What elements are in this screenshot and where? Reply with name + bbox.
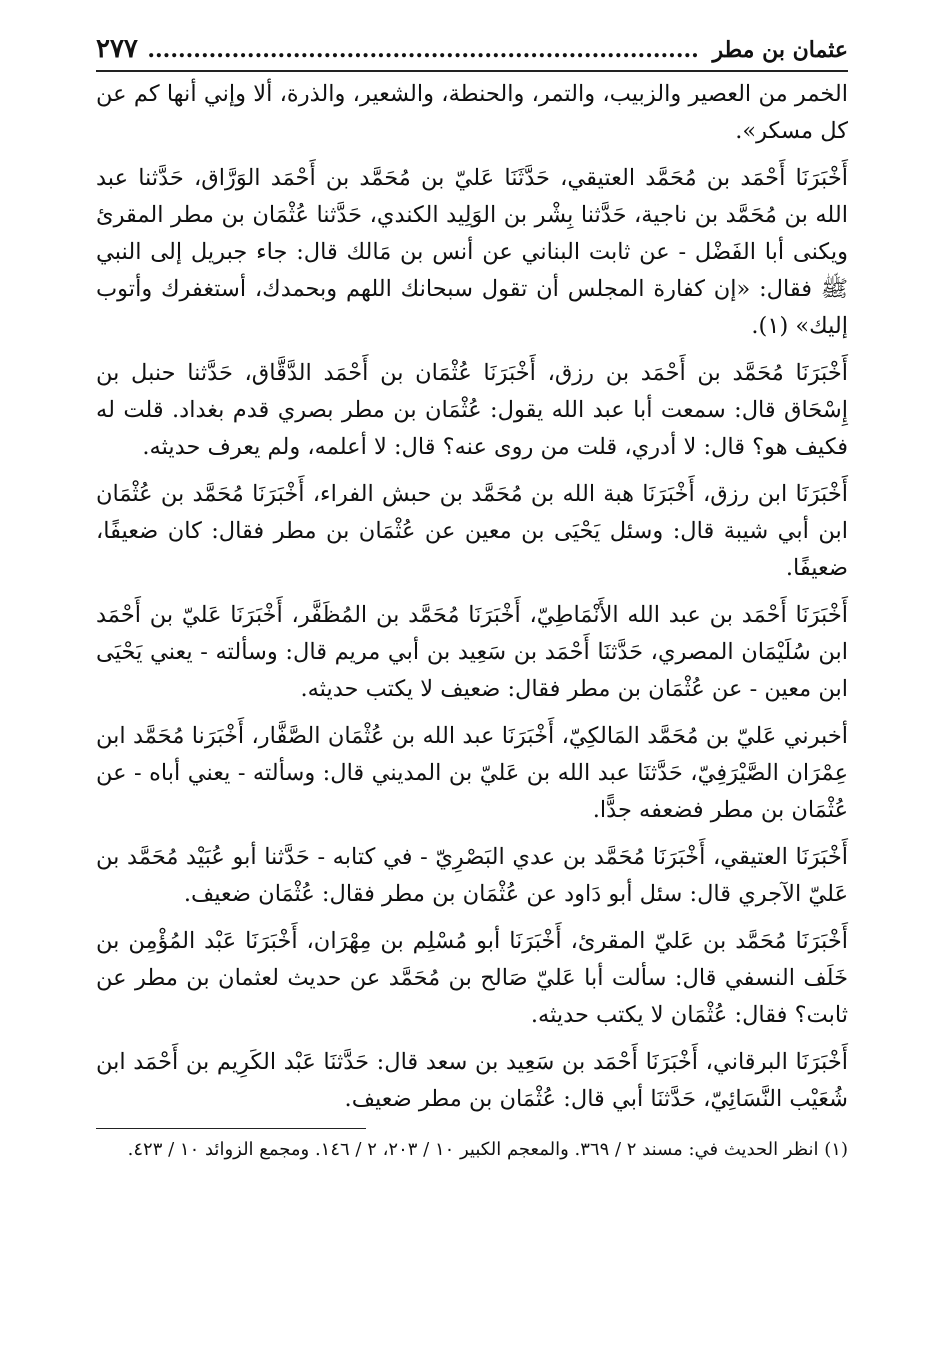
paragraph: أَخْبَرَنَا العتيقي، أَخْبَرَنَا مُحَمَّد بن عدي البَصْرِيّ - في كتابه - حَدَّثنا أبو عُبَيْد مُحَمَّد بن عَليّ الآجري قال: سئل أبو دَاود عن عُثْمَان بن مطر فقال: عُثْمَان ضعيف.	[96, 844, 848, 907]
chapter-title: عثمان بن مطر	[712, 37, 848, 63]
paragraph: أخبرني عَليّ بن مُحَمَّد المَالكِيّ، أَخْبَرَنَا عبد الله بن عُثْمَان الصَّفَّار، أَخْبَرَنا مُحَمَّد ابن عِمْرَان الصَّيْرَفِيّ، حَدَّثنَا عبد الله بن عَليّ بن المديني قال: وسألته - يعني أباه - عن عُثْمَان بن مطر فضعفه جدًّا.	[96, 723, 848, 823]
paragraph: أَخْبَرَنَا أَحْمَد بن عبد الله الأَنْمَاطِيّ، أَخْبَرَنَا مُحَمَّد بن المُظَفَّر، أَخْبَرَنَا عَليّ بن أَحْمَد ابن سُلَيْمَان المصري، حَدَّثنَا أَحْمَد بن سَعِيد بن أبي مريم قال: وسألته - يعني يَحْيَى ابن معين - عن عُثْمَان بن مطر فقال: ضعيف لا يكتب حديثه.	[96, 602, 848, 702]
paragraph: أَخْبَرَنَا ابن رزق، أَخْبَرَنَا هبة الله بن مُحَمَّد بن حبش الفراء، أَخْبَرَنَا مُحَمَّد بن عُثْمَان ابن أبي شيبة قال: وسئل يَحْيَى بن معين عن عُثْمَان بن مطر فقال: كان ضعيفًا، ضعيفًا.	[96, 481, 848, 581]
footnote: (١) انظر الحديث في: مسند ٢ / ٣٦٩. والمعجم الكبير ١٠ / ٢٠٣، ٢ / ١٤٦. ومجمع الزوائد ١٠ / ٤٢٣.	[127, 1139, 848, 1160]
paragraph: الخمر من العصير والزبيب، والتمر، والحنطة، والشعير، والذرة، ألا وإني أنها كم عن كل مسكر».	[96, 81, 848, 144]
paragraph: أَخْبَرَنَا البرقاني، أَخْبَرَنَا أَحْمَد بن سَعِيد بن سعد قال: حَدَّثنَا عَبْد الكَرِيم بن أَحْمَد ابن شُعَيْب النَّسَائِيّ، حَدَّثنَا أبي قال: عُثْمَان بن مطر ضعيف.	[96, 1049, 848, 1112]
footnote-separator	[96, 1128, 366, 1129]
header-line	[138, 37, 848, 63]
header-dots: ........................................................................	[147, 37, 699, 63]
page-number: ٢٧٧	[96, 34, 138, 64]
paragraph: أَخْبَرَنَا أَحْمَد بن مُحَمَّد العتيقي، حَدَّثَنَا عَليّ بن مُحَمَّد بن أَحْمَد الوَرَّاق، حَدَّثنا عبد الله بن مُحَمَّد بن ناجية، حَدَّثنا بِشْر بن الوَلِيد الكندي، حَدَّثنا عُثْمَان بن مطر المقرئ ويكنى أبا الفَضْل - عن ثابت البناني عن أنس بن مَالك قال: جاء جبريل إلى النبي ﷺ فقال: «إن كفارة المجلس أن تقول سبحانك اللهم وبحمدك، أستغفرك وأتوب إليك» (١).	[96, 165, 848, 339]
running-header	[96, 34, 848, 72]
book-page	[96, 34, 848, 1334]
paragraph: أَخْبَرَنَا مُحَمَّد بن أَحْمَد بن رزق، أَخْبَرَنَا عُثْمَان بن أَحْمَد الدَّقَّاق، حَدَّثنا حنبل بن إِسْحَاق قال: سمعت أبا عبد الله يقول: عُثْمَان بن مطر بصري قدم بغداد. قلت له فكيف هو؟ قال: لا أدري، قلت من روى عنه؟ قال: لا أعلمه، ولم يعرف حديثه.	[96, 360, 848, 460]
paragraph: أَخْبَرَنَا مُحَمَّد بن عَليّ المقرئ، أَخْبَرَنَا أبو مُسْلِم بن مِهْرَان، أَخْبَرَنَا عَبْد المُؤْمِن بن خَلَف النسفي قال: سألت أبا عَليّ صَالح بن مُحَمَّد عن حديث لعثمان بن مطر عن ثابت؟ فقال: عُثْمَان لا يكتب حديثه.	[96, 928, 848, 1028]
page-body	[96, 76, 848, 1118]
